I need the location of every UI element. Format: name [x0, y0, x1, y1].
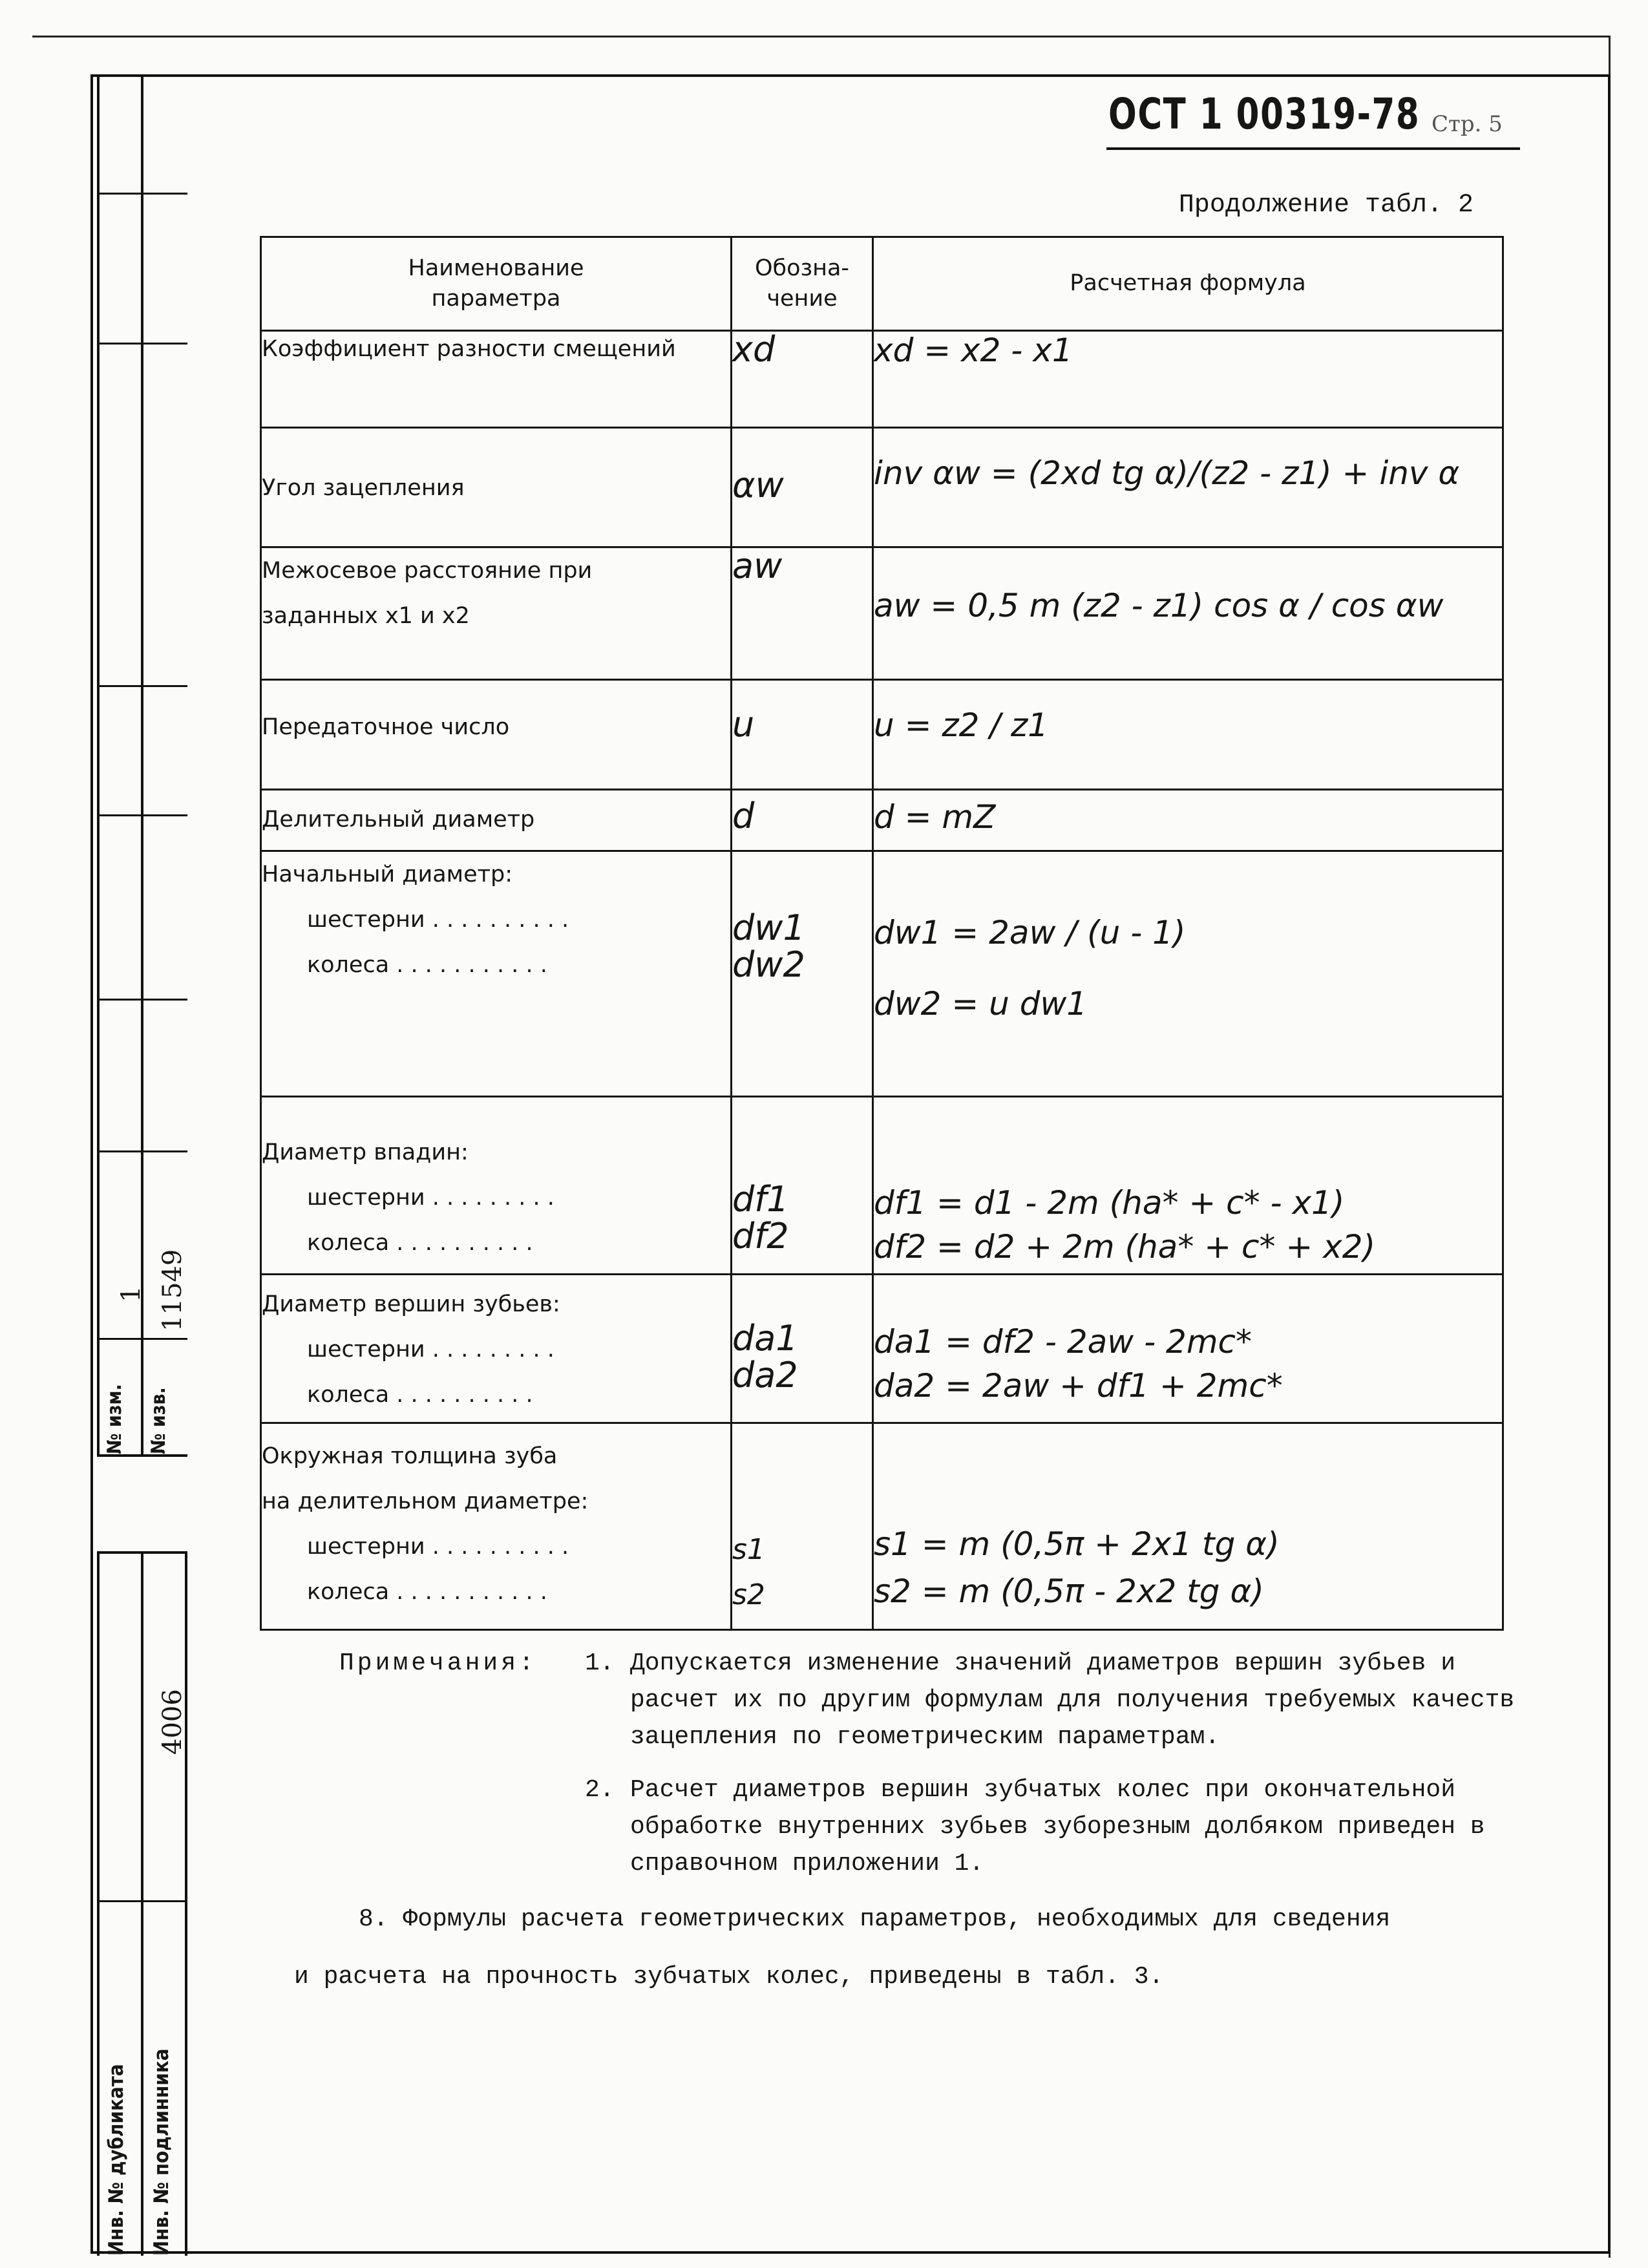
izv-label: № изв. — [147, 1387, 170, 1454]
note-item — [339, 1772, 1522, 1882]
param-symbol: xd — [732, 331, 873, 428]
param-name: Угол зацепления — [261, 428, 732, 547]
param-name: Диаметр вершин зубьев: шестерни . . . . . . . . . колеса . . . . . . . . . . — [261, 1275, 732, 1423]
paragraph-line: и расчета на прочность зубчатых колес, приведены в табл. 3. — [294, 1963, 1164, 1991]
dubl-label: Инв. № дубликата — [105, 2064, 128, 2256]
param-formula: xd = x2 - x1 — [873, 331, 1503, 428]
param-symbol: d — [732, 790, 873, 851]
paragraph-line: 8. Формулы расчета геометрических параметров, необходимых для сведения — [359, 1905, 1391, 1933]
param-formula: da1 = df2 - 2aw - 2mc* da2 = 2aw + df1 + 2mc* — [873, 1275, 1503, 1423]
note-number: 1. — [585, 1649, 615, 1677]
param-formula: df1 = d1 - 2m (ha* + c* - x1) df2 = d2 + 2m (ha* + c* + x2) — [873, 1097, 1503, 1275]
note-text: Допускается изменение значений диаметров вершин зубьев и расчет их по другим формулам для получения требуемых качеств зацепления по геометрическим параметрам. — [630, 1649, 1515, 1751]
note-number: 2. — [585, 1776, 615, 1804]
param-name: Передаточное число — [261, 680, 732, 790]
param-name: Начальный диаметр: шестерни . . . . . . . . . . колеса . . . . . . . . . . . — [261, 851, 732, 1097]
col-name-header: Наименование параметра — [261, 237, 732, 331]
param-symbol: da1 da2 — [732, 1275, 873, 1423]
note-item — [339, 1645, 1522, 1755]
table-row — [261, 851, 1503, 1097]
notes-label: Примечания: — [339, 1649, 537, 1677]
table-row — [261, 680, 1503, 790]
param-formula: d = mZ — [873, 790, 1503, 851]
param-name: Делительный диаметр — [261, 790, 732, 851]
document-code: ОСТ 1 00319-78 — [1108, 89, 1421, 139]
param-formula: aw = 0,5 m (z2 - z1) cos α / cos αw — [873, 547, 1503, 680]
table-row — [261, 331, 1503, 428]
izm-value: 1 — [116, 1286, 146, 1302]
param-symbol: dw1 dw2 — [732, 851, 873, 1097]
param-symbol: αw — [732, 428, 873, 547]
param-symbol: df1 df2 — [732, 1097, 873, 1275]
podl-label: Инв. № подлинника — [150, 2048, 173, 2256]
col-formula-header: Расчетная формула — [873, 237, 1503, 331]
table-row — [261, 1423, 1503, 1630]
notes — [339, 1645, 1522, 1882]
param-symbol: s1 s2 — [732, 1423, 873, 1630]
param-symbol: u — [732, 680, 873, 790]
param-formula: u = z2 / z1 — [873, 680, 1503, 790]
table-row — [261, 428, 1503, 547]
table-header-row — [261, 237, 1503, 331]
table-caption: Продолжение табл. 2 — [1178, 191, 1474, 220]
col-symbol-header: Обозна-чение — [732, 237, 873, 331]
body-paragraph — [294, 1891, 1390, 2006]
param-formula: dw1 = 2aw / (u - 1) dw2 = u dw1 — [873, 851, 1503, 1097]
table-row — [261, 1097, 1503, 1275]
table-row — [261, 790, 1503, 851]
note-text: Расчет диаметров вершин зубчатых колес при окончательной обработке внутренних зубьев зуборезным долбяком приведен в справочном приложении 1. — [630, 1776, 1485, 1878]
param-name: Коэффициент разности смещений — [261, 331, 732, 428]
izm-label: № изм. — [103, 1384, 126, 1454]
param-formula: inv αw = (2xd tg α)/(z2 - z1) + inv α — [873, 428, 1503, 547]
table-row — [261, 1275, 1503, 1423]
podl-value: 4006 — [158, 1689, 187, 1755]
page-label: Стр. 5 — [1431, 111, 1503, 137]
document-code-underline — [1106, 147, 1520, 150]
param-symbol: aw — [732, 547, 873, 680]
param-formula: s1 = m (0,5π + 2x1 tg α) s2 = m (0,5π - 2x2 tg α) — [873, 1423, 1503, 1630]
table-row — [261, 547, 1503, 680]
param-name: Диаметр впадин: шестерни . . . . . . . . . колеса . . . . . . . . . . — [261, 1097, 732, 1275]
param-name: Межосевое расстояние при заданных x1 и x2 — [261, 547, 732, 680]
parameters-table — [260, 236, 1504, 1631]
param-name: Окружная толщина зуба на делительном диаметре: шестерни . . . . . . . . . . колеса . . . . . . . . . . . — [261, 1423, 732, 1630]
izv-value: 11549 — [158, 1249, 187, 1331]
